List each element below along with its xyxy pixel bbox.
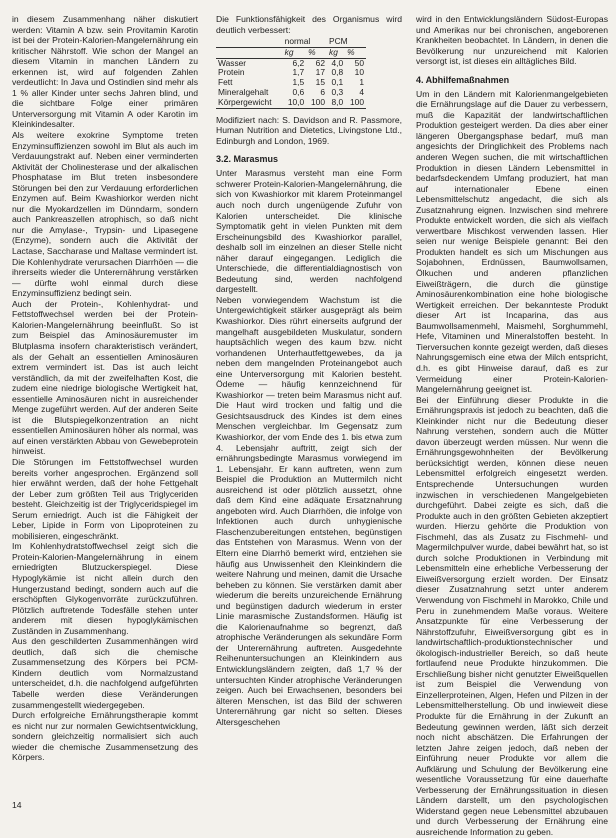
table-unit-header-row	[216, 47, 366, 58]
table-source-note: Modifiziert nach: S. Davidson and R. Passmore, Human Nutrition and Dietetics, Livingstone Ltd., Edinburgh and London, 1969.	[216, 114, 402, 146]
paragraph: Durch erfolgreiche Ernährungstherapie kommt es nicht nur zur normalen Gewichtsentwicklung, sondern gleichzeitig normalisiert sich auch wieder die chemische Zusammensetzung des Körpers.	[12, 710, 198, 763]
table-cell: 6,2	[292, 57, 305, 68]
page-number: 14	[12, 800, 22, 810]
table-cell: 0,8	[331, 67, 344, 78]
table-cell: 6	[320, 87, 325, 98]
section-heading: 3.2. Marasmus	[216, 154, 279, 165]
section-heading: 4. Abhilfemaßnahmen	[416, 74, 510, 85]
paragraph: Als weitere exokrine Symptome treten Enzyminsuffizienzen sowohl im Blut als auch im Verdauungstrakt auf. Neben einer verminderten Aktivität der Cholinesterase und der alkalischen Phosphatase im Blut treten insbesondere Störungen bei den zur Verdauung erforderlichen Enzymen auf. Beim Kwashiorkor werden nicht nur die Myokardzellen im Dünndarm, sondern auch Pankreaszellen atrophisch, so daß nicht nur die Amylase-, Trypsin- und Lipasegene (Enzyme), sondern auch die Aktivität der Lactase, Saccharase und Maltase vermindert ist. Die Kohlenhydrate verursachen Diarrhöen — die ihrerseits wieder die Unterernährung verstärken — dürfte wohl einmal durch diese Enzyminsuffizienz bedingt sein.	[12, 130, 198, 299]
table-unit-header: kg	[283, 47, 307, 58]
body-composition-table	[216, 37, 366, 109]
paragraph: wird in den Entwicklungsländern Südost-Europas und Amerikas nur bei chronischen, angeborenen Krankheiten beobachtet. In Ländern, in denen die Bevölkerung nur unzureichend mit Kalorien versorgt ist, ist dieses ein alltägliches Bild.	[416, 14, 608, 67]
table-cell: 15	[315, 77, 325, 88]
paragraph: in diesem Zusammenhang näher diskutiert werden: Vitamin A bzw. sein Provitamin Karotin ist bei der Protein-Kalorien-Mangelernährung ein kritischer Nährstoff. Wie schon der Mangel an diesem Vitamin in manchen Ländern zu erkennen ist, wird auf folgenden Zahlen verdeutlicht: In Java und Ostindien sind mehr als 1 % aller Kinder unter sechs Jahren blind, und die sichtbare Folge einer primären Unterversorgung mit Vitamin A oder Karotin im Kleinkindesalter.	[12, 14, 198, 130]
table-cell: 4	[359, 87, 364, 98]
table-group-header: normal	[283, 37, 327, 47]
row-label: Körpergewicht	[216, 98, 283, 108]
table-cell: 10,0	[283, 98, 307, 108]
paragraph: Die Störungen im Fettstoffwechsel wurden bereits vorher angesprochen. Ergänzend soll hier erwähnt werden, daß der hohe Fettgehalt der Leber zum größten Teil aus Triglyceriden besteht. Gleichzeitig ist der Triglyceridspiegel im Serum erniedrigt. Auch ist die Fähigkeit der Leber, Lipide in Form von Lipoproteinen zu mobilisieren, eingeschränkt.	[12, 456, 198, 541]
text-column-1	[12, 14, 198, 763]
table-group-header: PCM	[327, 37, 366, 47]
table-cell: 1,5	[292, 77, 305, 88]
row-label: Fett	[218, 77, 233, 88]
table-cell: 0,3	[331, 87, 344, 98]
table-cell: 62	[315, 57, 325, 68]
table-cell: 17	[315, 67, 325, 78]
paragraph: Unter Marasmus versteht man eine Form schwerer Protein-Kalorien-Mangelernährung, die sich von Kwashiorkor mit klarem Proteinmangel auch noch durch ungenügende Zufuhr von Kalorien unterscheidet. Die klinische Symptomatik geht in vielen Punkten mit dem Erscheinungsbild des Kwashiorkor parallel, deshalb soll im einzelnen an dieser Stelle nicht näher darauf eingegangen. Lediglich die Unterschiede, die differentialdiagnostisch von Bedeutung sind, werden nachfolgend dargestellt.	[216, 168, 402, 295]
row-label: Mineralgehalt	[218, 87, 269, 98]
row-label: Wasser	[218, 57, 247, 68]
table-cell: 100	[345, 98, 366, 108]
text-column-3	[416, 14, 608, 838]
row-label: Protein	[218, 67, 245, 78]
table-row	[216, 98, 366, 108]
table-cell: 4,0	[331, 57, 344, 68]
table-cell: 1,7	[292, 67, 305, 78]
table-cell: 1	[359, 77, 364, 88]
table-cell: 100	[306, 98, 327, 108]
paragraph: Um in den Ländern mit Kalorienmangelgebieten die Ernährungslage auf die Dauer zu verbessern, muß die Kapazität der landwirtschaftlichen Produktion gesteigert werden. Da dies aber einer längeren Übergangsphase bedarf, muß man angesichts der Dringlichkeit des Problems nach anderen Wegen suchen, die mit wirtschaftlichen Produktion in diesen Ländern Lebensmittel in bedarfsdeckendem Umfang produziert, hat man auf internationaler Ebene einen Lebensmittelschutz angedacht, die sich als Zusatznahrung eignen. Inzwischen sind mehrere Produkte entwickelt worden, die sich als vielfach verwertbare Mischkost verwenden lassen. Hier seien nur wenige Beispiele genannt: Bei den Produkten handelt es sich um Mischungen aus Sojabohnen, Erdnüssen, Baumwollsamen, Ölkuchen und anderen pflanzlichen Eiweißträgern, die durch die günstige Aminosäurenkombination eine hohe biologische Wertigkeit erreichen. Der bekannteste Produkt dieser Art ist Incaparina, das aus Baumwollsamenmehl, Maismehl, Sorghummehl, Hefe, Vitaminen und Mineralstoffen besteht. In Tierversuchen konnte gezeigt werden, daß dieses Nahrungsgemisch eine etwa der Milch entspricht, d.h. es gibt Hinweise darauf, daß es zur Vermeidung einer Protein-Kalorien-Mangelernährung geeignet ist.	[416, 88, 608, 395]
table-caption: Die Funktionsfähigkeit des Organismus wird deutlich verbessert:	[216, 14, 402, 35]
table-cell: 0,6	[292, 87, 305, 98]
table-cell: 8,0	[327, 98, 345, 108]
paragraph: Neben vorwiegendem Wachstum ist die Untergewichtigkeit stärker ausgeprägt als beim Kwashiorkor. Dies rührt einerseits aufgrund der mangelhaft ausgebildeten Muskulatur, sondern hauptsächlich wegen des kaum bzw. nicht vorhandenen Unterhautfettgewebes, da ja neben dem mangelnden Proteinangebot auch eine Unterversorgung mit Kalorien besteht. Ödeme — häufig kennzeichnend für Kwashiorkor — treten beim Marasmus nicht auf. Die Haut wird trocken und faltig und die Gesichtsausdruck des Kindes ist dem eines Menschen vergleichbar. Im Gegensatz zum Kwashiorkor, der vom Ende des 1. bis etwa zum 4. Lebensjahr auftritt, zeigt sich der ernährungsbedingte Marasmus vorwiegend im 1. Lebensjahr. Er kann auftreten, wenn zum Beispiel die Produktion an Muttermilch nicht ausreichend ist oder plötzlich aussetzt, ohne daß dem Kind eine adäquate Ersatznahrung angeboten wird. Auch Diarrhöen, die infolge von Infektionen auch durch unhygienische Flaschenzubereitungen entstehen, begünstigen das Entstehen von Marasmus. Wenn von der Eltern eine Diarrhö bemerkt wird, entziehen sie häufig aus Unwissenheit den Kleinkindern die weitere Nahrung und meinen, damit die Ursache beheben zu können. Sie verstärken damit aber wiederum die bereits unzureichende Ernährung und begünstigen dadurch wiederum in erster Linie marasmische Zustandsformen. Häufig ist die Kalorienaufnahme so begrenzt, daß atrophische Veränderungen als sekundäre Form der Unterernährung auftreten. Ausgedehnte Reihenuntersuchungen an Kleinkindern aus Entwicklungsländern zeigten, daß 1,7 % der untersuchten Kinder atrophische Veränderungen zeigen. Auch bei Erwachsenen, besonders bei älteren Menschen, ist das Bild der schweren Unterernährung gar nicht so selten. Dieses Altersgeschehen	[216, 294, 402, 727]
table-unit-header: %	[345, 47, 366, 58]
table-cell: 50	[354, 57, 364, 68]
table-cell: 0,1	[331, 77, 344, 88]
paragraph: Aus den geschilderten Zusammenhängen wird deutlich, daß sich die chemische Zusammensetzung des Körpers bei PCM-Kindern deutlich vom Normalzustand unterscheidet, d.h. die nachfolgend aufgeführten Tabelle werden diese Veränderungen zusammengestellt wiedergegeben.	[12, 636, 198, 710]
paragraph: Im Kohlenhydratstoffwechsel zeigt sich die Protein-Kalorien-Mangelernährung in einem erniedrigten Blutzuckerspiegel. Diese Hypoglykämie ist nicht allein durch den Hungerzustand bedingt, sondern auch auf die erschöpften Glykogenvorräte zurückzuführen. Plötzlich auftretende Todesfälle stehen unter anderem mit diesen hypoglykämischen Zuständen in Zusammenhang.	[12, 541, 198, 636]
table-row	[216, 68, 366, 78]
table-unit-header: kg	[327, 47, 345, 58]
text-column-2	[216, 14, 402, 727]
table-cell: 10	[354, 67, 364, 78]
paragraph: Auch der Protein-, Kohlenhydrat- und Fettstoffwechsel werden bei der Protein-Kalorien-Mangelernährung beeinflußt. So ist zum Beispiel das Aminosäuremuster im Blutplasma insofern charakteristisch verändert, als der Gehalt an essentiellen Aminosäuren extrem vermindert ist. Das ist auch leicht verständlich, da mit der zweifelhaften Kost, die zudem eine niedrige biologische Wertigkeit hat, essentielle Aminosäuren nicht in ausreichender Menge zugeführt werden. Auf der anderen Seite ist die Blutspiegelkonzentration an nicht essentiellen Aminosäuren höher als normal, was auf einen verstärkten Abbau von Gewebeprotein hinweist.	[12, 298, 198, 457]
table-unit-header: %	[306, 47, 327, 58]
table-group-header-row	[216, 37, 366, 47]
paragraph: Bei der Einführung dieser Produkte in die Ernährungspraxis ist jedoch zu beachten, daß die Kleinkinder nicht nur die Bedeutung dieser Nahrung verstehen, sondern auch die Mütter davon überzeugt werden müssen. Nur wenn die Ernährungsgewohnheiten der Bevölkerung berücksichtigt werden, können diese neuen Lebensmittel erfolgreich eingesetzt werden. Entsprechende Untersuchungen wurden inzwischen in verschiedenen Mangelgebieten durchgeführt. Dabei zeigte es sich, daß die Produkte auch in den größten Gebieten akzeptiert wurden. Hierzu gehörte die Produktion von Fischmehl, das als Zusatz zu Fischmehl- und Magermilchpulver wurde, dabei bewährt hat, so ist durch solche Produktionen in Verbindung mit Lebensmitteln eine erhebliche Verbesserung der Eiweißversorgung erzielt worden. Der Einsatz dieser Zusatznahrung setzt unter anderem Verwendung von Fischmehl in Marokko, Chile und Peru in zunehmendem Maße voraus. Weitere Ansatzpunkte für eine Verbesserung der Nährstoffzufuhr, Eiweißversorgung gibt es in landwirtschaftlich-produktionstechnischer und ökologisch-industrieller Bereich, so daß heute fortlaufend neue Produkte hinzukommen. Die Erschließung bisher nicht genutzter Eiweißquellen ist zum Beispiel die Verwendung von Einzellerproteinen, Algen, Hefen und Pilzen in der Lebensmittelherstellung. Ob und inwieweit diese Produkte für die Ernährung in der Zukunft an Bedeutung gewinnen werden, läßt sich derzeit noch nicht abschätzen. Die Erfahrungen der letzten Jahre zeigen jedoch, daß neben der Einführung neuer Produkte vor allem die Aufklärung und Schulung der Bevölkerung eine wesentliche Voraussetzung für eine dauerhafte Verbesserung der Ernährungssituation in diesen Ländern darstellt, um den psychologischen Widerstand gegen neue Lebensmittel abzubauen und durch Verbesserung der Ernährung eine ausreichende Information zu geben.	[416, 394, 608, 838]
